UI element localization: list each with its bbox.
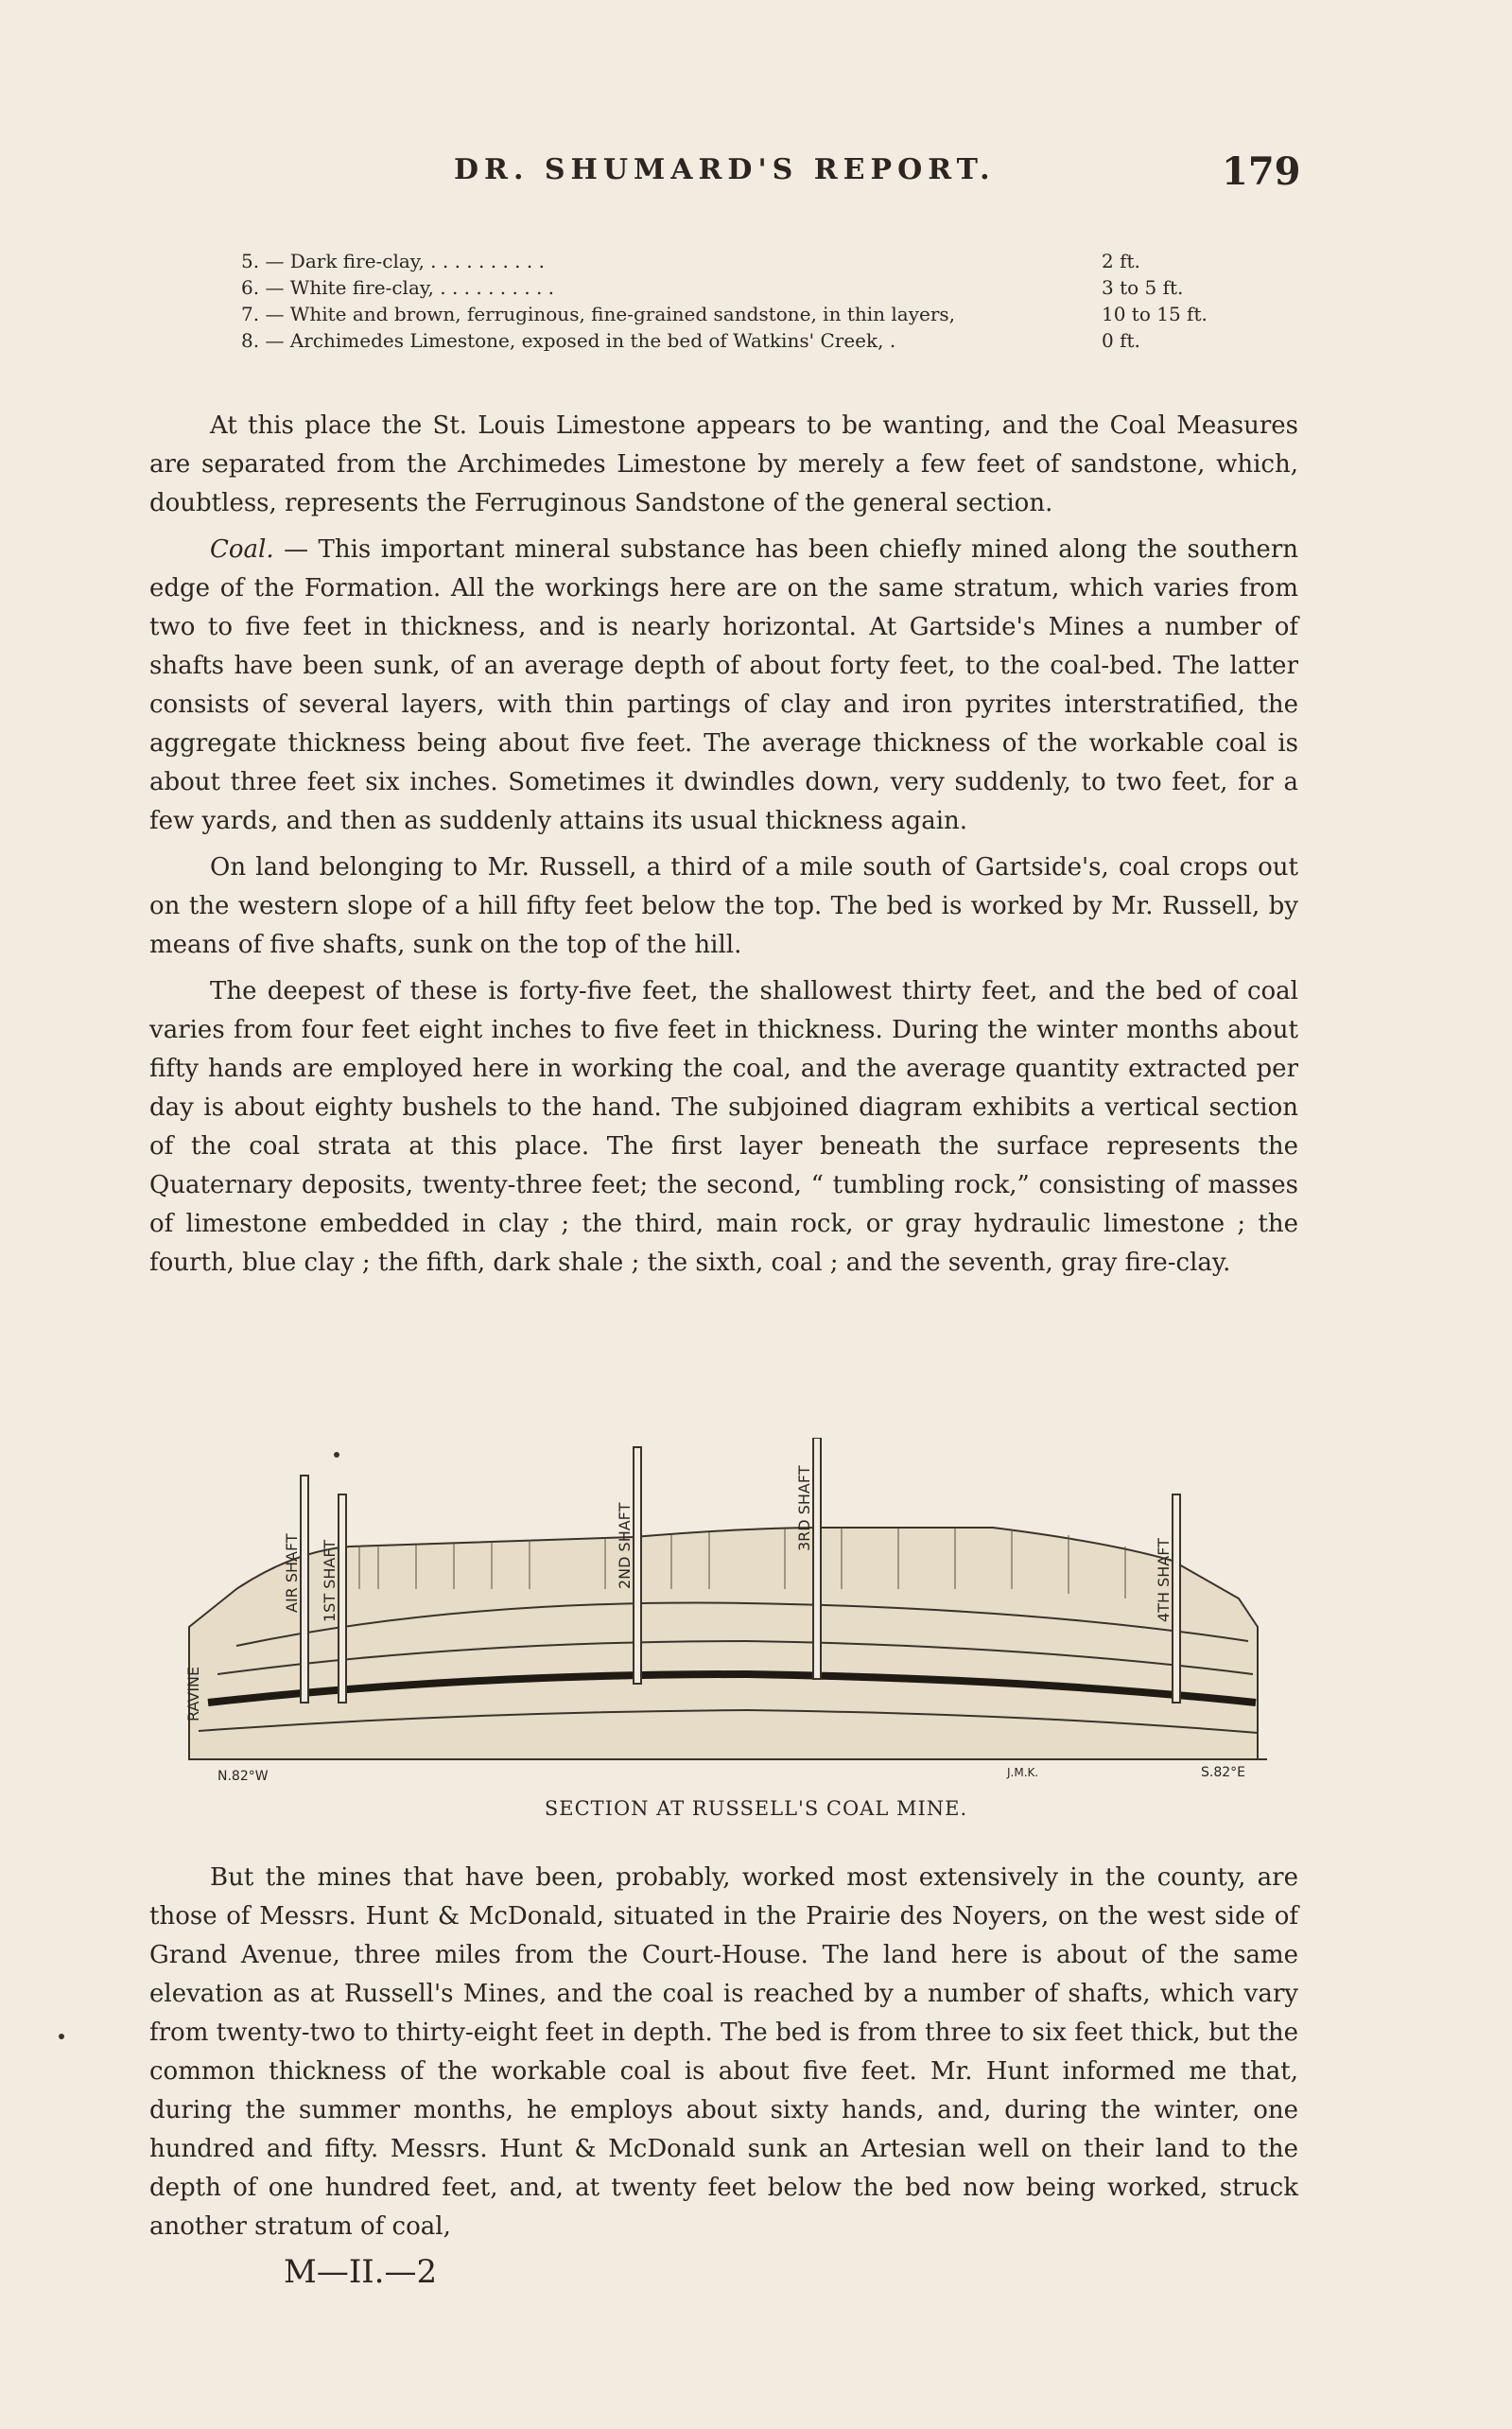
fourth-shaft: [1173, 1494, 1180, 1703]
coal-mine-section-diagram: [180, 1438, 1295, 1797]
running-head: DR. SHUMARD'S REPORT.: [454, 153, 996, 186]
strata-row: [241, 301, 1234, 327]
strata-thickness: 2 ft.: [1102, 250, 1140, 272]
strata-thickness: 0 ft.: [1102, 329, 1140, 352]
body-text-top: [149, 407, 1298, 1290]
page-number: 179: [1222, 149, 1301, 194]
first-shaft-label: 1ST SHAFT: [321, 1539, 339, 1622]
paragraph-coal: Coal. — This important mineral substance has been chiefly mined along the southern edge of the Formation. All the workings here are on the same stratum, which varies from two to five feet in thickness, and is nearly horizontal. At Gartside's Mines a number of shafts have been sunk, of an average depth of about forty feet, to the coal-bed. The latter consists of several layers, with thin partings of clay and iron pyrites interstratified, the aggregate thickness being about five feet. The average thickness of the workable coal is about three feet six inches. Sometimes it dwindles down, very suddenly, to two feet, for a few yards, and then as suddenly attains its usual thickness again.: [149, 535, 1298, 835]
signature-mark: M—II.—2: [284, 2253, 438, 2291]
paragraph: The deepest of these is forty-five feet, the shallowest thirty feet, and the bed of coal varies from four feet eight inches to five feet in thickness. During the winter months about fifty hands are employed here in working the coal, and the average quantity extracted per day is about eighty bushels to the hand. The subjoined diagram exhibits a vertical section of the coal strata at this place. The first layer beneath the surface represents the Quaternary deposits, twenty-three feet; the second, “ tumbling rock,” consisting of masses of limestone embedded in clay ; the third, main rock, or gray hydraulic limestone ; the fourth, blue clay ; the fifth, dark shale ; the sixth, coal ; and the seventh, gray fire-clay.: [149, 977, 1298, 1277]
third-shaft-label: 3RD SHAFT: [795, 1465, 813, 1551]
air-shaft: [301, 1476, 308, 1703]
third-shaft: [813, 1438, 821, 1679]
west-bearing-label: N.82°W: [217, 1769, 269, 1784]
first-shaft: [339, 1494, 346, 1703]
strata-row: [241, 248, 1234, 274]
air-shaft-label: AIR SHAFT: [283, 1533, 301, 1613]
surface-profile: [189, 1528, 1258, 1759]
strata-thickness: 10 to 15 ft.: [1102, 303, 1208, 325]
figure-caption: SECTION AT RUSSELL'S COAL MINE.: [544, 1797, 968, 1820]
initials-label: J.M.K.: [1007, 1766, 1039, 1779]
margin-dot: [334, 1452, 339, 1458]
strata-description: 5. — Dark fire-clay, . . . . . . . . . .: [241, 250, 545, 272]
strata-thickness: 3 to 5 ft.: [1102, 276, 1184, 299]
paragraph: On land belonging to Mr. Russell, a third of a mile south of Gartside's, coal crops out on the western slope of a hill fifty feet below the top. The bed is worked by Mr. Russell, by means of five shafts, sunk on the top of the hill.: [149, 853, 1298, 959]
strata-list: [241, 248, 1234, 354]
strata-description: 7. — White and brown, ferruginous, fine-grained sandstone, in thin layers,: [241, 303, 956, 325]
fourth-shaft-label: 4TH SHAFT: [1155, 1538, 1173, 1622]
strata-description: 8. — Archimedes Limestone, exposed in the bed of Watkins' Creek, .: [241, 329, 896, 352]
second-shaft: [634, 1447, 641, 1684]
strata-row: [241, 274, 1234, 301]
coal-heading: Coal.: [210, 535, 274, 564]
east-bearing-label: S.82°E: [1201, 1765, 1245, 1780]
margin-dot: [59, 2034, 64, 2039]
paragraph: At this place the St. Louis Limestone appears to be wanting, and the Coal Measures are separated from the Archimedes Limestone by merely a few feet of sandstone, which, doubtless, represents the Ferruginous Sandstone of the general section.: [149, 411, 1298, 517]
strata-description: 6. — White fire-clay, . . . . . . . . . .: [241, 276, 555, 299]
paragraph: But the mines that have been, probably, worked most extensively in the county, are those of Messrs. Hunt & McDonald, situated in the Prairie des Noyers, on the west side of Grand Avenue, three miles from the Court-House. The land here is about of the same elevation as at Russell's Mines, and the coal is reached by a number of shafts, which vary from twenty-two to thirty-eight feet in depth. The bed is from three to six feet thick, but the common thickness of the workable coal is about five feet. Mr. Hunt informed me that, during the summer months, he employs about sixty hands, and, during the winter, one hundred and fifty. Messrs. Hunt & McDonald sunk an Artesian well on their land to the depth of one hundred feet, and, at twenty feet below the bed now being worked, struck another stratum of coal,: [149, 1863, 1298, 2241]
paragraph-text: This important mineral substance has been chiefly mined along the southern edge of the Formation. All the workings here are on the same stratum, which varies from two to five feet in thickness, and is nearly horizontal. At Gartside's Mines a number of shafts have been sunk, of an average depth of about forty feet, to the coal-bed. The latter consists of several layers, with thin partings of clay and iron pyrites interstratified, the aggregate thickness being about five feet. The average thickness of the workable coal is about three feet six inches. Sometimes it dwindles down, very suddenly, to two feet, for a few yards, and then as suddenly attains its usual thickness again.: [149, 535, 1298, 835]
strata-row: [241, 327, 1234, 354]
second-shaft-label: 2ND SHAFT: [616, 1502, 634, 1589]
ravine-label: RAVINE: [184, 1666, 202, 1721]
body-text-bottom: [149, 1859, 1298, 2254]
